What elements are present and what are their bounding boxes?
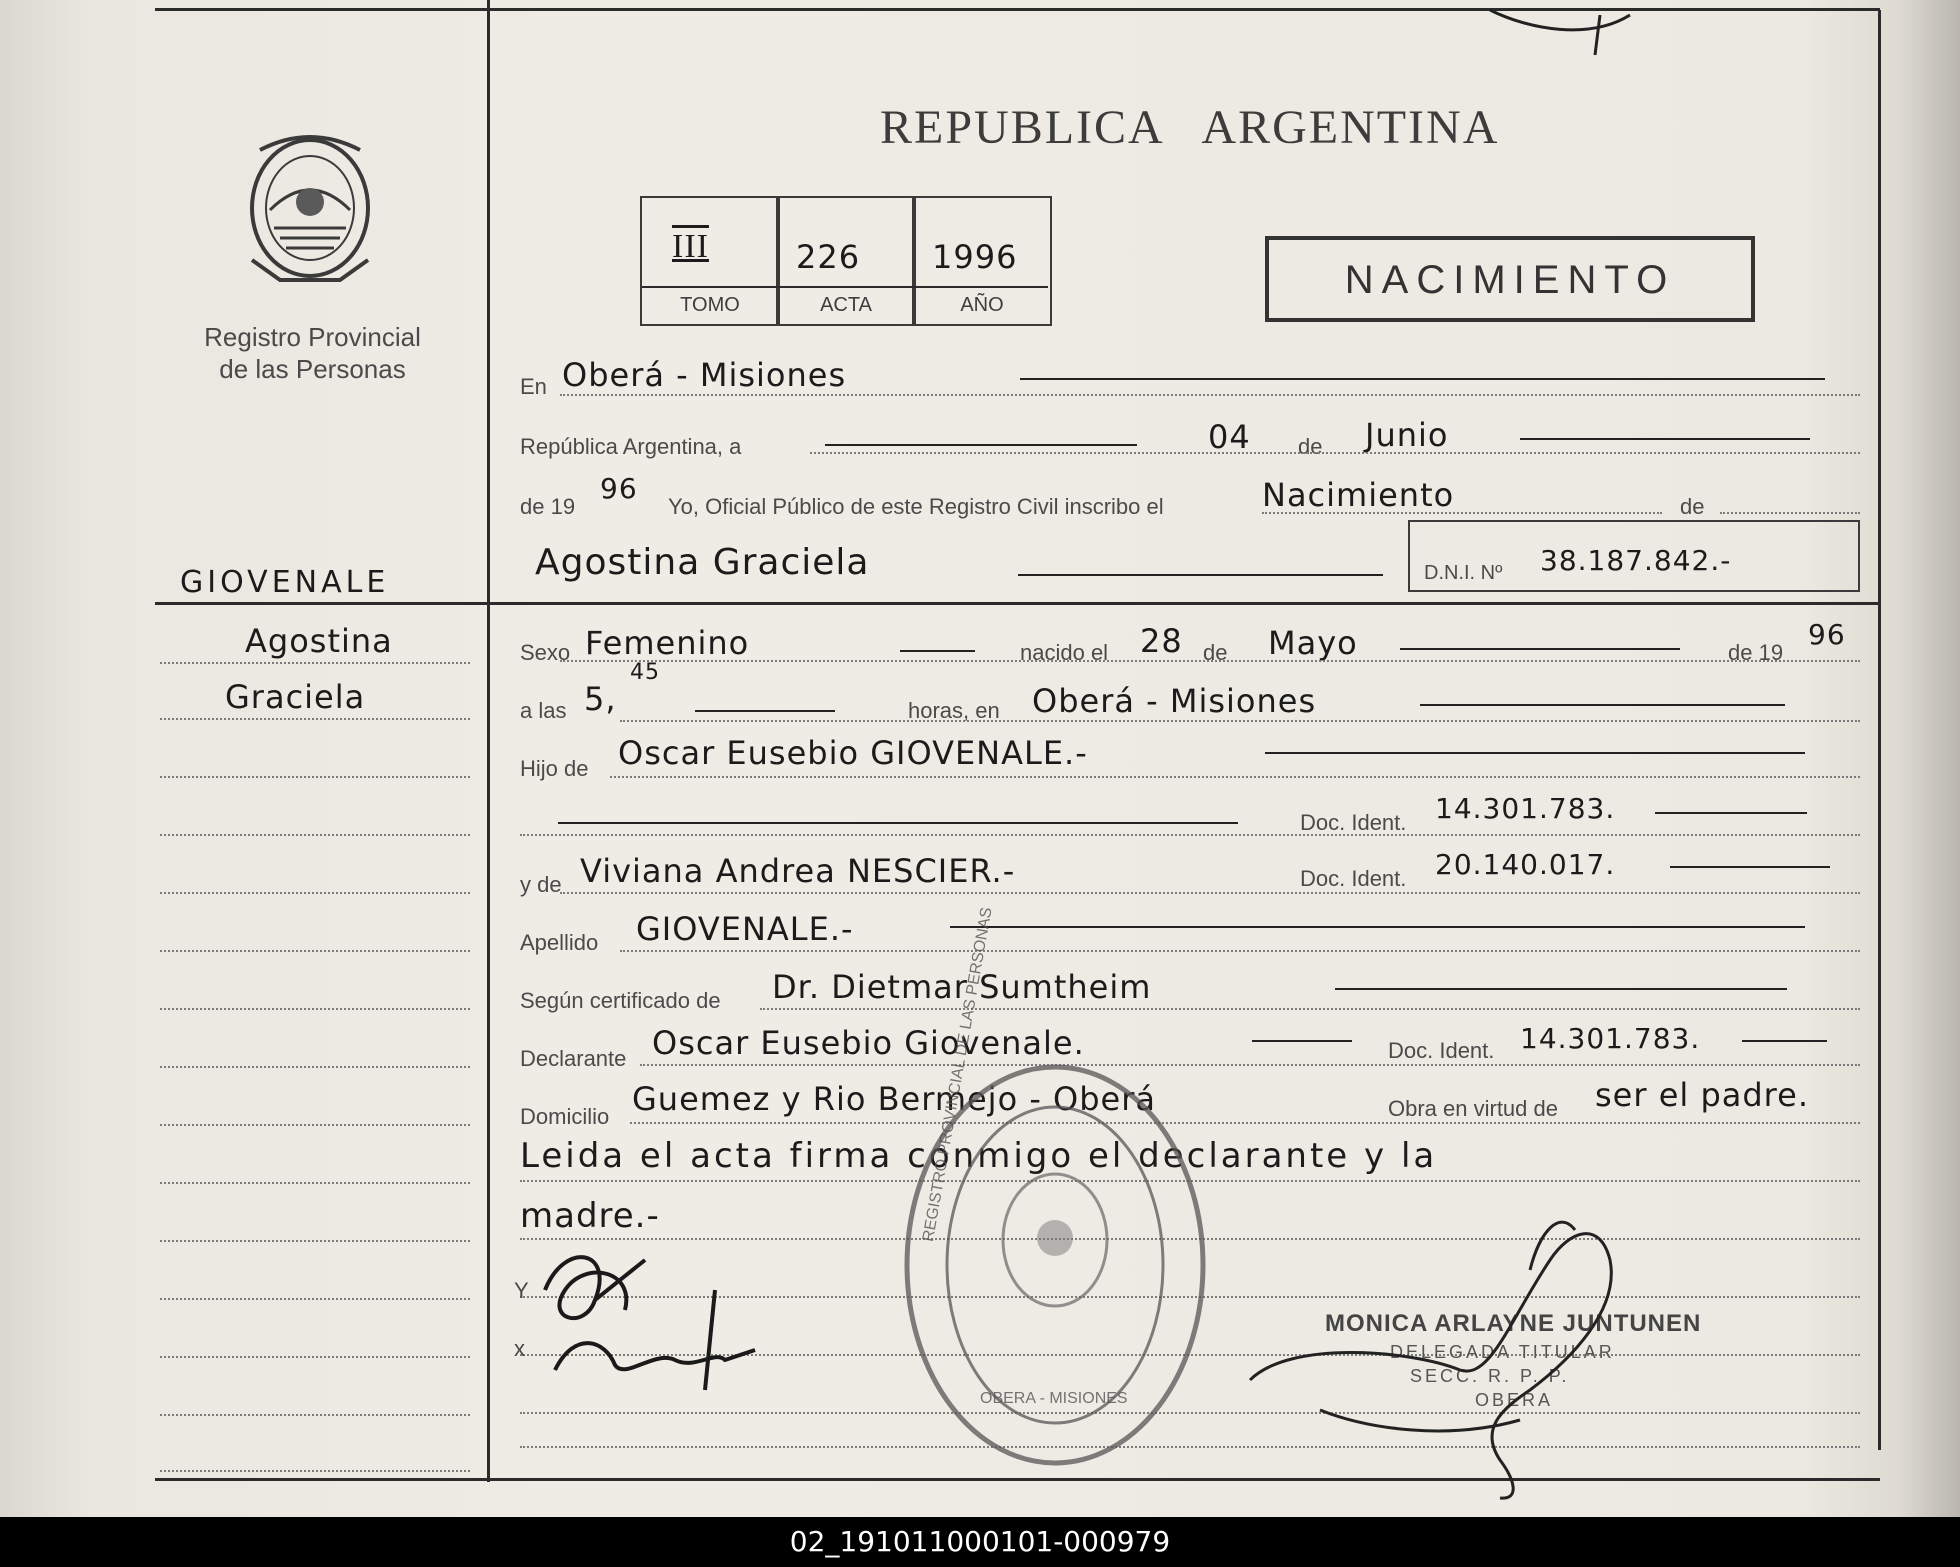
father-value: Oscar Eusebio GIOVENALE.- xyxy=(618,734,1088,772)
signature-x-mark: x xyxy=(514,1336,525,1361)
image-id-caption: 02_191011000101-000979 xyxy=(0,1517,1960,1567)
de19-label-2: de 19 xyxy=(1728,640,1784,665)
doc-ident-label: Doc. Ident. xyxy=(1300,810,1407,835)
name-value: Agostina Graciela xyxy=(535,542,870,583)
domicilio-value: Guemez y Rio Bermejo - Oberá xyxy=(632,1080,1156,1118)
margin-given-1: Agostina xyxy=(245,622,393,660)
middle-rule xyxy=(155,602,1880,605)
margin-surname: GIOVENALE xyxy=(180,565,390,600)
acta-label: ACTA xyxy=(820,294,872,316)
stamp-text-top: REGISTRO PROVINCIAL DE LAS PERSONAS xyxy=(920,906,996,1243)
declarante-value: Oscar Eusebio Giovenale. xyxy=(652,1024,1085,1062)
seal-icon xyxy=(240,130,380,290)
fill-line xyxy=(1018,574,1383,576)
fill-line xyxy=(1655,812,1807,814)
fill-line xyxy=(1252,1040,1352,1042)
doc-type-label: NACIMIENTO xyxy=(1344,258,1676,302)
margin-given-2: Graciela xyxy=(225,678,366,716)
mother-value: Viviana Andrea NESCIER.- xyxy=(580,852,1016,890)
fill-line xyxy=(1742,1040,1827,1042)
birth-month: Mayo xyxy=(1268,624,1358,662)
apellido-label: Apellido xyxy=(520,930,599,955)
official-name: MONICA ARLAYNE JUNTUNEN xyxy=(1325,1310,1702,1337)
row-dots xyxy=(620,950,1860,952)
fill-line xyxy=(1420,704,1785,706)
fill-line xyxy=(1335,988,1787,990)
official-title-2: SECC. R. P. P. xyxy=(1410,1366,1570,1386)
alas-label: a las xyxy=(520,698,567,723)
doc-ident-label-2: Doc. Ident. xyxy=(1300,866,1407,891)
official-title-3: OBERA xyxy=(1475,1390,1554,1410)
margin-dots xyxy=(160,776,470,778)
apellido-value: GIOVENALE.- xyxy=(636,910,854,948)
margin-dots xyxy=(160,1008,470,1010)
de-label: de xyxy=(1298,434,1323,459)
declarante-doc: 14.301.783. xyxy=(1520,1022,1701,1055)
yo-label: Yo, Oficial Público de este Registro Civil inscribo el xyxy=(668,494,1164,519)
birth-day: 28 xyxy=(1140,622,1183,660)
row-dots xyxy=(1262,512,1662,514)
anio-cell xyxy=(912,196,1052,326)
margin-dots xyxy=(160,1356,470,1358)
hijo-label: Hijo de xyxy=(520,756,589,781)
row-dots xyxy=(620,720,1860,722)
row-dots xyxy=(560,892,1860,894)
fill-line xyxy=(1520,438,1810,440)
misiones-seal xyxy=(240,130,380,290)
top-signature-fragment xyxy=(1480,0,1660,60)
fill-line xyxy=(900,650,975,652)
right-border xyxy=(1878,10,1881,1450)
de-label-3: de xyxy=(1203,640,1228,665)
row-dots xyxy=(560,394,1860,396)
official-title-1: DELEGADA TITULAR xyxy=(1390,1342,1615,1362)
margin-dots xyxy=(160,892,470,894)
margin-dots xyxy=(160,950,470,952)
tomo-cell xyxy=(640,196,780,326)
page-title: REPUBLICA ARGENTINA xyxy=(880,101,1500,154)
doc-ident-label-3: Doc. Ident. xyxy=(1388,1038,1495,1063)
day-value: 04 xyxy=(1208,418,1251,456)
margin-dots xyxy=(160,834,470,836)
fill-line xyxy=(1400,648,1680,650)
margin-dots xyxy=(160,1066,470,1068)
margin-dots xyxy=(160,1182,470,1184)
fill-line xyxy=(825,444,1137,446)
row-dots xyxy=(1720,512,1860,514)
margin-dots xyxy=(160,1470,470,1472)
father-doc: 14.301.783. xyxy=(1435,792,1616,825)
anio-label: AÑO xyxy=(960,294,1004,316)
acta-value: 226 xyxy=(796,238,861,276)
de-label-2: de xyxy=(1680,494,1705,519)
tomo-label: TOMO xyxy=(680,294,740,316)
obra-value: ser el padre. xyxy=(1595,1076,1809,1114)
signature-y-mark: Y xyxy=(514,1278,529,1303)
margin-dots xyxy=(160,1298,470,1300)
fill-line xyxy=(558,822,1238,824)
doc-type-box xyxy=(1265,236,1755,322)
minute-value: 45 xyxy=(630,660,660,685)
nacido-label: nacido el xyxy=(1020,640,1109,665)
hour-value: 5, xyxy=(584,680,617,718)
domicilio-label: Domicilio xyxy=(520,1104,610,1129)
leida-line-2: madre.- xyxy=(520,1196,660,1236)
fill-line xyxy=(1670,866,1830,868)
record-box-divider xyxy=(642,286,1048,288)
declarant-signature xyxy=(525,1230,785,1400)
year-value: 96 xyxy=(600,472,638,505)
republica-label: República Argentina, a xyxy=(520,434,742,459)
inscribo-value: Nacimiento xyxy=(1262,476,1455,514)
tomo-value: III xyxy=(672,228,709,265)
month-value: Junio xyxy=(1365,416,1449,454)
obra-label: Obra en virtud de xyxy=(1388,1096,1558,1121)
row-dots xyxy=(520,834,1860,836)
segun-label: Según certificado de xyxy=(520,988,721,1013)
fill-line xyxy=(950,926,1805,928)
margin-dots xyxy=(160,1240,470,1242)
dni-box xyxy=(1408,520,1860,592)
row-dots xyxy=(760,1008,1860,1010)
leida-line: Leida el acta firma conmigo el declarante y la xyxy=(520,1136,1438,1176)
dni-label: D.N.I. Nº xyxy=(1424,562,1503,584)
row-dots xyxy=(560,660,1860,662)
mother-doc: 20.140.017. xyxy=(1435,848,1616,881)
acta-cell xyxy=(776,196,916,326)
birth-year: 96 xyxy=(1808,618,1846,651)
fill-line xyxy=(1265,752,1805,754)
margin-dots xyxy=(160,1124,470,1126)
dni-value: 38.187.842.- xyxy=(1540,544,1732,577)
row-dots xyxy=(810,452,1860,454)
margin-dots xyxy=(160,662,470,664)
anio-value: 1996 xyxy=(932,238,1018,276)
segun-value: Dr. Dietmar Sumtheim xyxy=(772,968,1152,1006)
row-dots xyxy=(640,1064,1860,1066)
column-divider xyxy=(487,0,490,1482)
fill-line xyxy=(1020,378,1825,380)
de19-label: de 19 xyxy=(520,494,576,519)
en-label: En xyxy=(520,374,547,399)
margin-dots xyxy=(160,718,470,720)
en-value: Oberá - Misiones xyxy=(562,356,847,394)
sexo-label: Sexo xyxy=(520,640,571,665)
yde-label: y de xyxy=(520,872,562,897)
row-dots xyxy=(610,776,1860,778)
official-signature xyxy=(1230,1200,1650,1500)
fill-line xyxy=(695,710,835,712)
place-value: Oberá - Misiones xyxy=(1032,682,1317,720)
declarante-label: Declarante xyxy=(520,1046,627,1071)
margin-dots xyxy=(160,1414,470,1416)
sexo-value: Femenino xyxy=(585,624,750,662)
row-dots xyxy=(630,1122,1860,1124)
stamp-text-bottom: OBERA - MISIONES xyxy=(980,1390,1128,1407)
registry-name-line2: de las Personas xyxy=(219,354,406,384)
registry-name-line1: Registro Provincial xyxy=(204,322,421,352)
horas-label: horas, en xyxy=(908,698,1000,723)
